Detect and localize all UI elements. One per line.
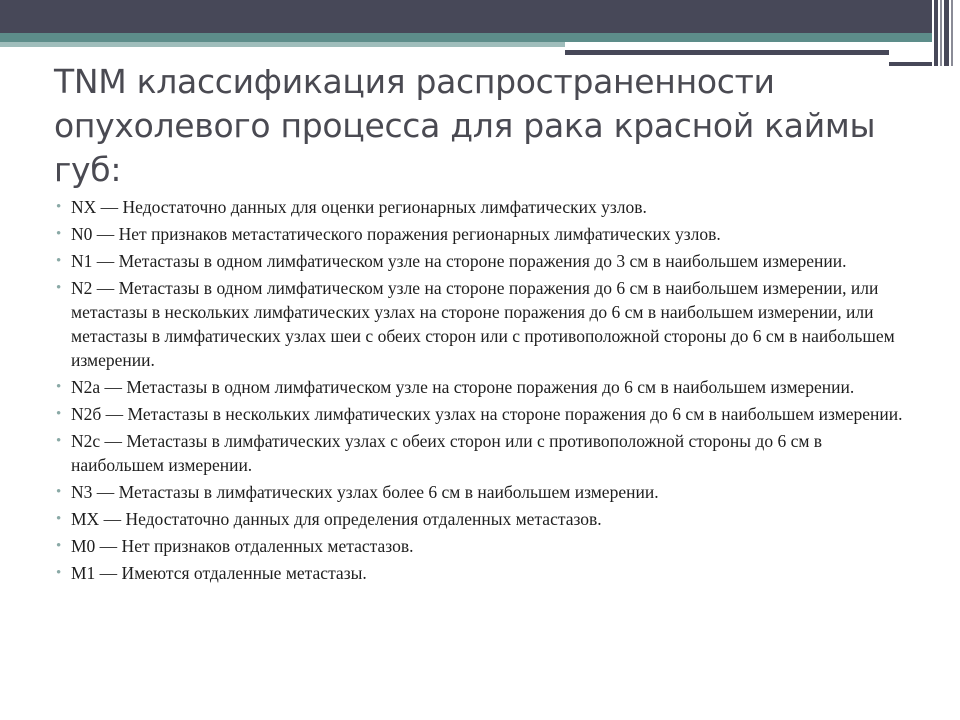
bullet-icon: • bbox=[56, 484, 62, 500]
header-bar-teal bbox=[0, 33, 932, 42]
bullet-icon: • bbox=[56, 379, 62, 395]
list-item bbox=[56, 402, 916, 426]
list-item bbox=[56, 222, 916, 246]
list-item-text: N2а — Метастазы в одном лимфатическом узле на стороне поражения до 6 см в наибольшем измерении. bbox=[71, 377, 855, 397]
bullet-icon: • bbox=[56, 433, 62, 449]
bullet-icon: • bbox=[56, 511, 62, 527]
list-item-text: N0 — Нет признаков метастатического поражения регионарных лимфатических узлов. bbox=[71, 224, 721, 244]
list-item bbox=[56, 375, 916, 399]
list-item bbox=[56, 534, 916, 558]
bullet-icon: • bbox=[56, 406, 62, 422]
bullet-icon: • bbox=[56, 280, 62, 296]
list-item-text: N1 — Метастазы в одном лимфатическом узле на стороне поражения до 3 см в наибольшем измерении. bbox=[71, 251, 847, 271]
header-side-stripe bbox=[951, 0, 953, 66]
list-item-text: N2б — Метастазы в нескольких лимфатических узлах на стороне поражения до 6 см в наибольшем измерении. bbox=[71, 404, 903, 424]
list-item bbox=[56, 249, 916, 273]
list-item bbox=[56, 276, 916, 372]
bullet-icon: • bbox=[56, 199, 62, 215]
list-item-text: М1 — Имеются отдаленные метастазы. bbox=[71, 563, 367, 583]
bullet-icon: • bbox=[56, 538, 62, 554]
bullet-icon: • bbox=[56, 565, 62, 581]
list-item-text: NX — Недостаточно данных для оценки регионарных лимфатических узлов. bbox=[71, 197, 647, 217]
list-item-text: МХ — Недостаточно данных для определения отдаленных метастазов. bbox=[71, 509, 602, 529]
bullet-list bbox=[56, 195, 916, 588]
list-item-text: М0 — Нет признаков отдаленных метастазов. bbox=[71, 536, 414, 556]
list-item bbox=[56, 561, 916, 585]
header-side-stripe bbox=[940, 0, 942, 66]
header-bar-dark bbox=[0, 0, 932, 33]
header-accent-line bbox=[565, 50, 889, 55]
header-side-stripe bbox=[934, 0, 938, 66]
list-item-text: N2с — Метастазы в лимфатических узлах с обеих сторон или с противоположной стороны до 6 см в наибольшем измерении. bbox=[71, 431, 823, 475]
list-item bbox=[56, 507, 916, 531]
list-item bbox=[56, 195, 916, 219]
header-bar-teal-light bbox=[0, 42, 565, 47]
list-item bbox=[56, 480, 916, 504]
list-item bbox=[56, 429, 916, 477]
bullet-icon: • bbox=[56, 253, 62, 269]
list-item-text: N3 — Метастазы в лимфатических узлах более 6 см в наибольшем измерении. bbox=[71, 482, 659, 502]
bullet-icon: • bbox=[56, 226, 62, 242]
slide-title: TNM классификация распространенности опухолевого процесса для рака красной каймы губ: bbox=[54, 62, 876, 189]
list-item-text: N2 — Метастазы в одном лимфатическом узле на стороне поражения до 6 см в наибольшем измерении, или метастазы в нескольких лимфатических узлах на стороне поражения до 6 см в наибольшем измерении, или метастазы в лимфатических узлах шеи с обеих сторон или с противоположной стороны до 6 см в наибольшем измерении. bbox=[71, 278, 895, 370]
header-side-stripe bbox=[944, 0, 949, 66]
